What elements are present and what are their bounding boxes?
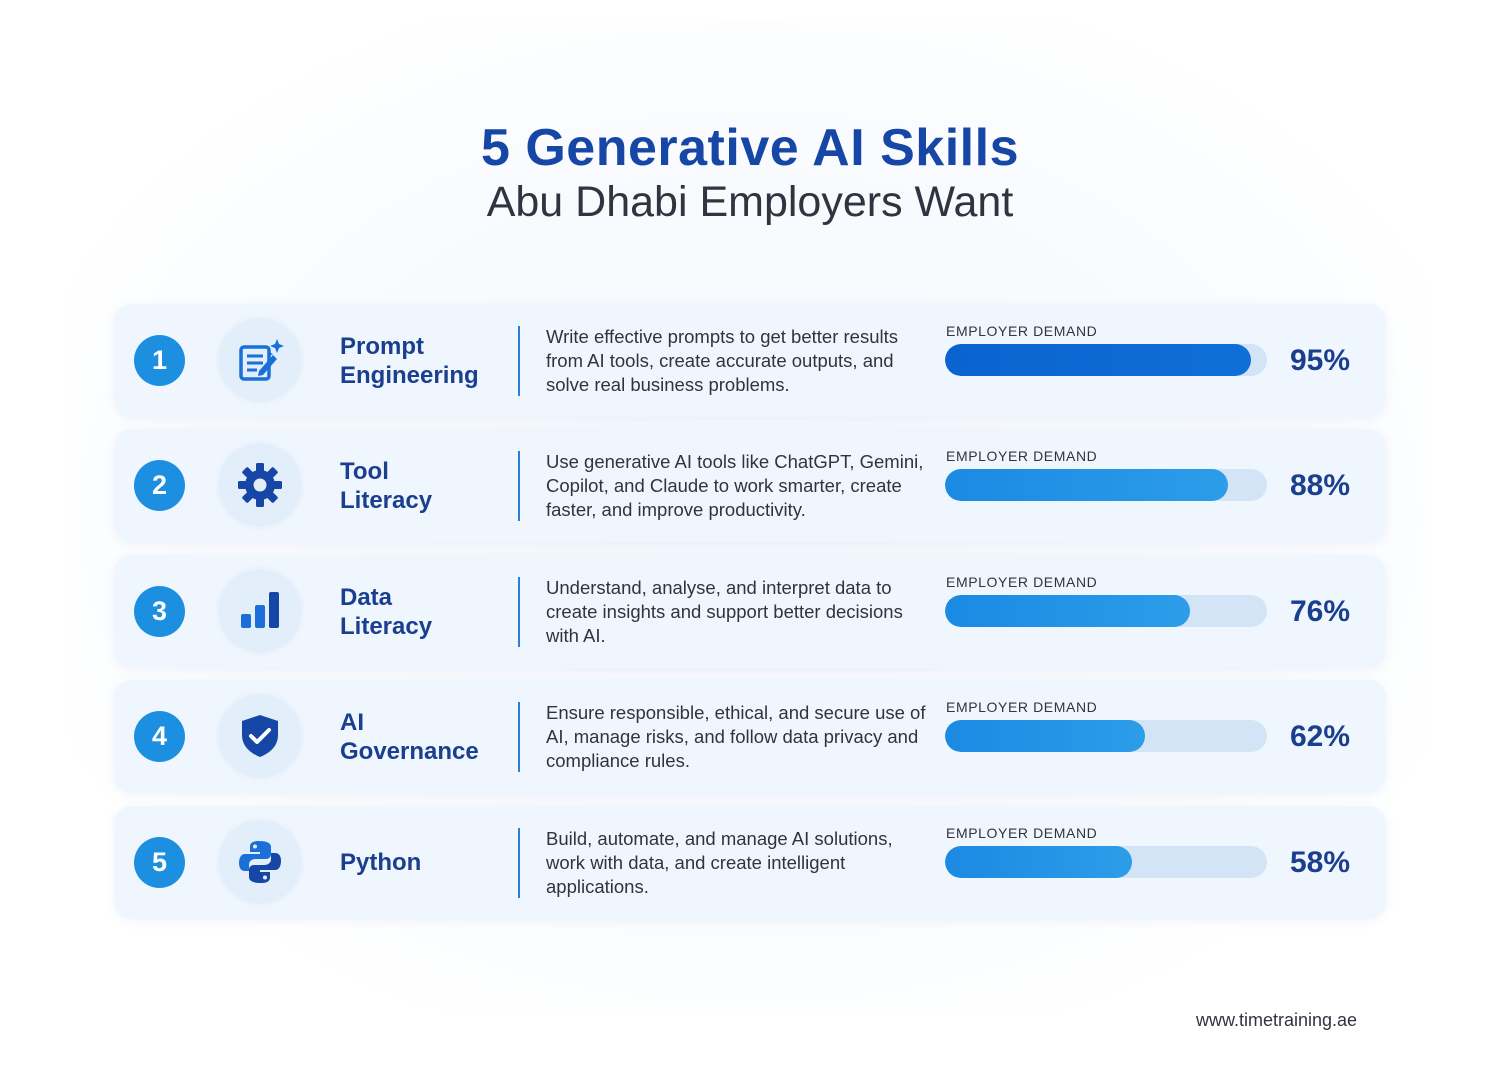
- skill-name: [340, 680, 500, 793]
- demand-percent: 95%: [1290, 343, 1351, 377]
- skill-name: [340, 806, 500, 919]
- skill-number-badge: 2: [134, 460, 185, 511]
- demand-bar-fill: [945, 720, 1145, 752]
- divider: [518, 451, 520, 521]
- skill-name-line2: Literacy: [340, 612, 433, 640]
- skill-name-line2: Literacy: [340, 486, 433, 514]
- demand-percent: 76%: [1290, 594, 1351, 628]
- skill-number-badge: 5: [134, 837, 185, 888]
- skill-row-ai-governance: [114, 680, 1386, 793]
- demand-label: EMPLOYER DEMAND: [946, 825, 1098, 841]
- demand-bar-fill: [945, 846, 1132, 878]
- demand-percent: 62%: [1290, 719, 1351, 753]
- python-logo-icon: [218, 820, 302, 904]
- shield-check-icon: [218, 694, 302, 778]
- skill-description: Write effective prompts to get better results from AI tools, create accurate outputs, and solve real business problems.: [546, 325, 898, 395]
- skill-number-badge: 3: [134, 586, 185, 637]
- skill-description: Understand, analyse, and interpret data to create insights and support better decisions with AI.: [546, 576, 903, 646]
- bar-chart-icon: [218, 569, 302, 653]
- skill-name-line1: Tool: [340, 457, 389, 485]
- skill-name-line1: Python: [340, 849, 422, 876]
- divider: [518, 577, 520, 647]
- demand-label: EMPLOYER DEMAND: [946, 699, 1098, 715]
- page-subtitle: Abu Dhabi Employers Want: [486, 178, 1014, 226]
- demand-bar-track: [945, 595, 1267, 627]
- skill-name-line1: Data: [340, 583, 393, 611]
- skill-name-line1: AI: [340, 708, 364, 736]
- demand-bar-fill: [945, 595, 1190, 627]
- demand-bar-track: [945, 344, 1267, 376]
- demand-bar-track: [945, 469, 1267, 501]
- website-url: www.timetraining.ae: [1196, 1010, 1358, 1030]
- skill-name-line2: Governance: [340, 737, 479, 765]
- demand-bar-fill: [945, 469, 1228, 501]
- divider: [518, 702, 520, 772]
- skill-number-badge: 4: [134, 711, 185, 762]
- skill-description: Ensure responsible, ethical, and secure use of AI, manage risks, and follow data privacy and compliance rules.: [546, 701, 926, 771]
- page-title: 5 Generative AI Skills: [480, 119, 1019, 177]
- edit-document-sparkle-icon: [218, 318, 302, 402]
- skill-name-line1: Prompt: [340, 332, 424, 360]
- skill-row-data-literacy: [114, 555, 1386, 668]
- gear-icon: [218, 443, 302, 527]
- skill-number-badge: 1: [134, 335, 185, 386]
- skill-name: [340, 304, 500, 417]
- skill-description: Use generative AI tools like ChatGPT, Gemini, Copilot, and Claude to work smarter, create faster, and improve productivity.: [546, 450, 924, 520]
- demand-bar-fill: [945, 344, 1251, 376]
- demand-bar-track: [945, 720, 1267, 752]
- skill-name: [340, 429, 500, 542]
- demand-label: EMPLOYER DEMAND: [946, 448, 1098, 464]
- demand-bar-track: [945, 846, 1267, 878]
- demand-percent: 88%: [1290, 468, 1351, 502]
- divider: [518, 828, 520, 898]
- demand-label: EMPLOYER DEMAND: [946, 574, 1098, 590]
- skill-row-prompt-engineering: [114, 304, 1386, 417]
- demand-label: EMPLOYER DEMAND: [946, 323, 1098, 339]
- demand-percent: 58%: [1290, 845, 1351, 879]
- skill-name-line2: Engineering: [340, 361, 479, 389]
- skill-row-python: [114, 806, 1386, 919]
- skill-row-tool-literacy: [114, 429, 1386, 542]
- divider: [518, 326, 520, 396]
- skill-description: Build, automate, and manage AI solutions, work with data, and create intelligent applications.: [546, 827, 893, 897]
- skill-name: [340, 555, 500, 668]
